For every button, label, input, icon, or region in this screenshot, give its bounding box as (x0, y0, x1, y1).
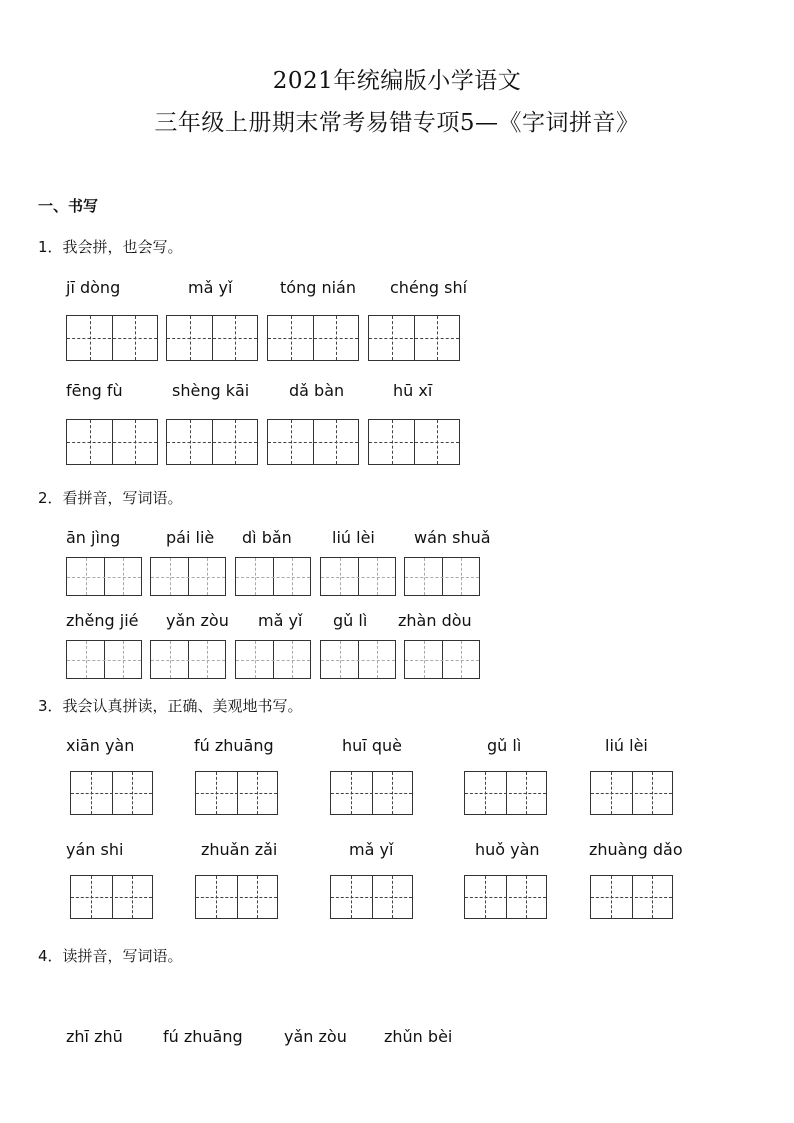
writing-grid[interactable] (66, 315, 158, 361)
writing-grid[interactable] (70, 771, 153, 815)
q2-pinyin-row-1 (0, 528, 794, 552)
q3-pinyin-row-1 (0, 736, 794, 760)
writing-grid[interactable] (66, 557, 142, 596)
writing-grid[interactable] (330, 771, 413, 815)
pinyin-label: zhěng jié (66, 611, 139, 630)
pinyin-label: pái liè (166, 528, 215, 547)
q1-pinyin-row-1 (0, 278, 794, 302)
writing-grid[interactable] (404, 640, 480, 679)
pinyin-label: yǎn zòu (166, 611, 229, 630)
pinyin-label: zhǔn bèi (384, 1027, 453, 1046)
writing-grid[interactable] (368, 419, 460, 465)
pinyin-label: xiān yàn (66, 736, 135, 755)
question-1-prompt: 1．我会拼，也会写。 (38, 238, 183, 256)
pinyin-label: fú zhuāng (194, 736, 274, 755)
pinyin-label: jī dòng (66, 278, 121, 297)
writing-grid[interactable] (235, 640, 311, 679)
writing-grid[interactable] (166, 315, 258, 361)
pinyin-label: gǔ lì (487, 736, 522, 755)
q3-pinyin-row-2 (0, 840, 794, 864)
pinyin-label: yǎn zòu (284, 1027, 347, 1046)
section-heading: 一、书写 (38, 197, 99, 215)
pinyin-label: ān jìng (66, 528, 121, 547)
writing-grid[interactable] (150, 557, 226, 596)
writing-grid[interactable] (195, 875, 278, 919)
writing-grid[interactable] (267, 419, 359, 465)
writing-grid[interactable] (235, 557, 311, 596)
pinyin-label: zhuǎn zǎi (201, 840, 278, 859)
writing-grid[interactable] (195, 771, 278, 815)
q2-pinyin-row-2 (0, 611, 794, 635)
pinyin-label: hū xī (393, 381, 433, 400)
pinyin-label: fēng fù (66, 381, 123, 400)
pinyin-label: chéng shí (390, 278, 468, 297)
writing-grid[interactable] (330, 875, 413, 919)
pinyin-label: zhī zhū (66, 1027, 123, 1046)
writing-grid[interactable] (404, 557, 480, 596)
question-2-prompt: 2．看拼音，写词语。 (38, 489, 183, 507)
pinyin-label: dǎ bàn (289, 381, 345, 400)
pinyin-label: tóng nián (280, 278, 356, 297)
pinyin-label: mǎ yǐ (188, 278, 233, 297)
question-3-prompt: 3．我会认真拼读，正确、美观地书写。 (38, 697, 303, 715)
writing-grid[interactable] (66, 419, 158, 465)
pinyin-label: wán shuǎ (414, 528, 491, 547)
q1-pinyin-row-2 (0, 381, 794, 405)
pinyin-label: dì bǎn (242, 528, 292, 547)
pinyin-label: gǔ lì (333, 611, 368, 630)
pinyin-label: zhuàng dǎo (589, 840, 683, 859)
writing-grid[interactable] (166, 419, 258, 465)
pinyin-label: liú lèi (332, 528, 375, 547)
q4-pinyin-row-1 (0, 1027, 794, 1051)
pinyin-label: huǒ yàn (475, 840, 540, 859)
question-4-prompt: 4．读拼音，写词语。 (38, 947, 183, 965)
pinyin-label: mǎ yǐ (349, 840, 394, 859)
writing-grid[interactable] (590, 875, 673, 919)
writing-grid[interactable] (368, 315, 460, 361)
pinyin-label: yán shi (66, 840, 124, 859)
writing-grid[interactable] (320, 557, 396, 596)
writing-grid[interactable] (150, 640, 226, 679)
pinyin-label: shèng kāi (172, 381, 250, 400)
writing-grid[interactable] (267, 315, 359, 361)
pinyin-label: mǎ yǐ (258, 611, 303, 630)
title-line-1: 2021年统编版小学语文 (272, 68, 522, 94)
writing-grid[interactable] (70, 875, 153, 919)
writing-grid[interactable] (320, 640, 396, 679)
writing-grid[interactable] (590, 771, 673, 815)
writing-grid[interactable] (464, 771, 547, 815)
pinyin-label: zhàn dòu (398, 611, 472, 630)
pinyin-label: huī què (342, 736, 402, 755)
title-line-2: 三年级上册期末常考易错专项5—《字词拼音》 (154, 110, 640, 136)
pinyin-label: liú lèi (605, 736, 648, 755)
writing-grid[interactable] (66, 640, 142, 679)
writing-grid[interactable] (464, 875, 547, 919)
pinyin-label: fú zhuāng (163, 1027, 243, 1046)
